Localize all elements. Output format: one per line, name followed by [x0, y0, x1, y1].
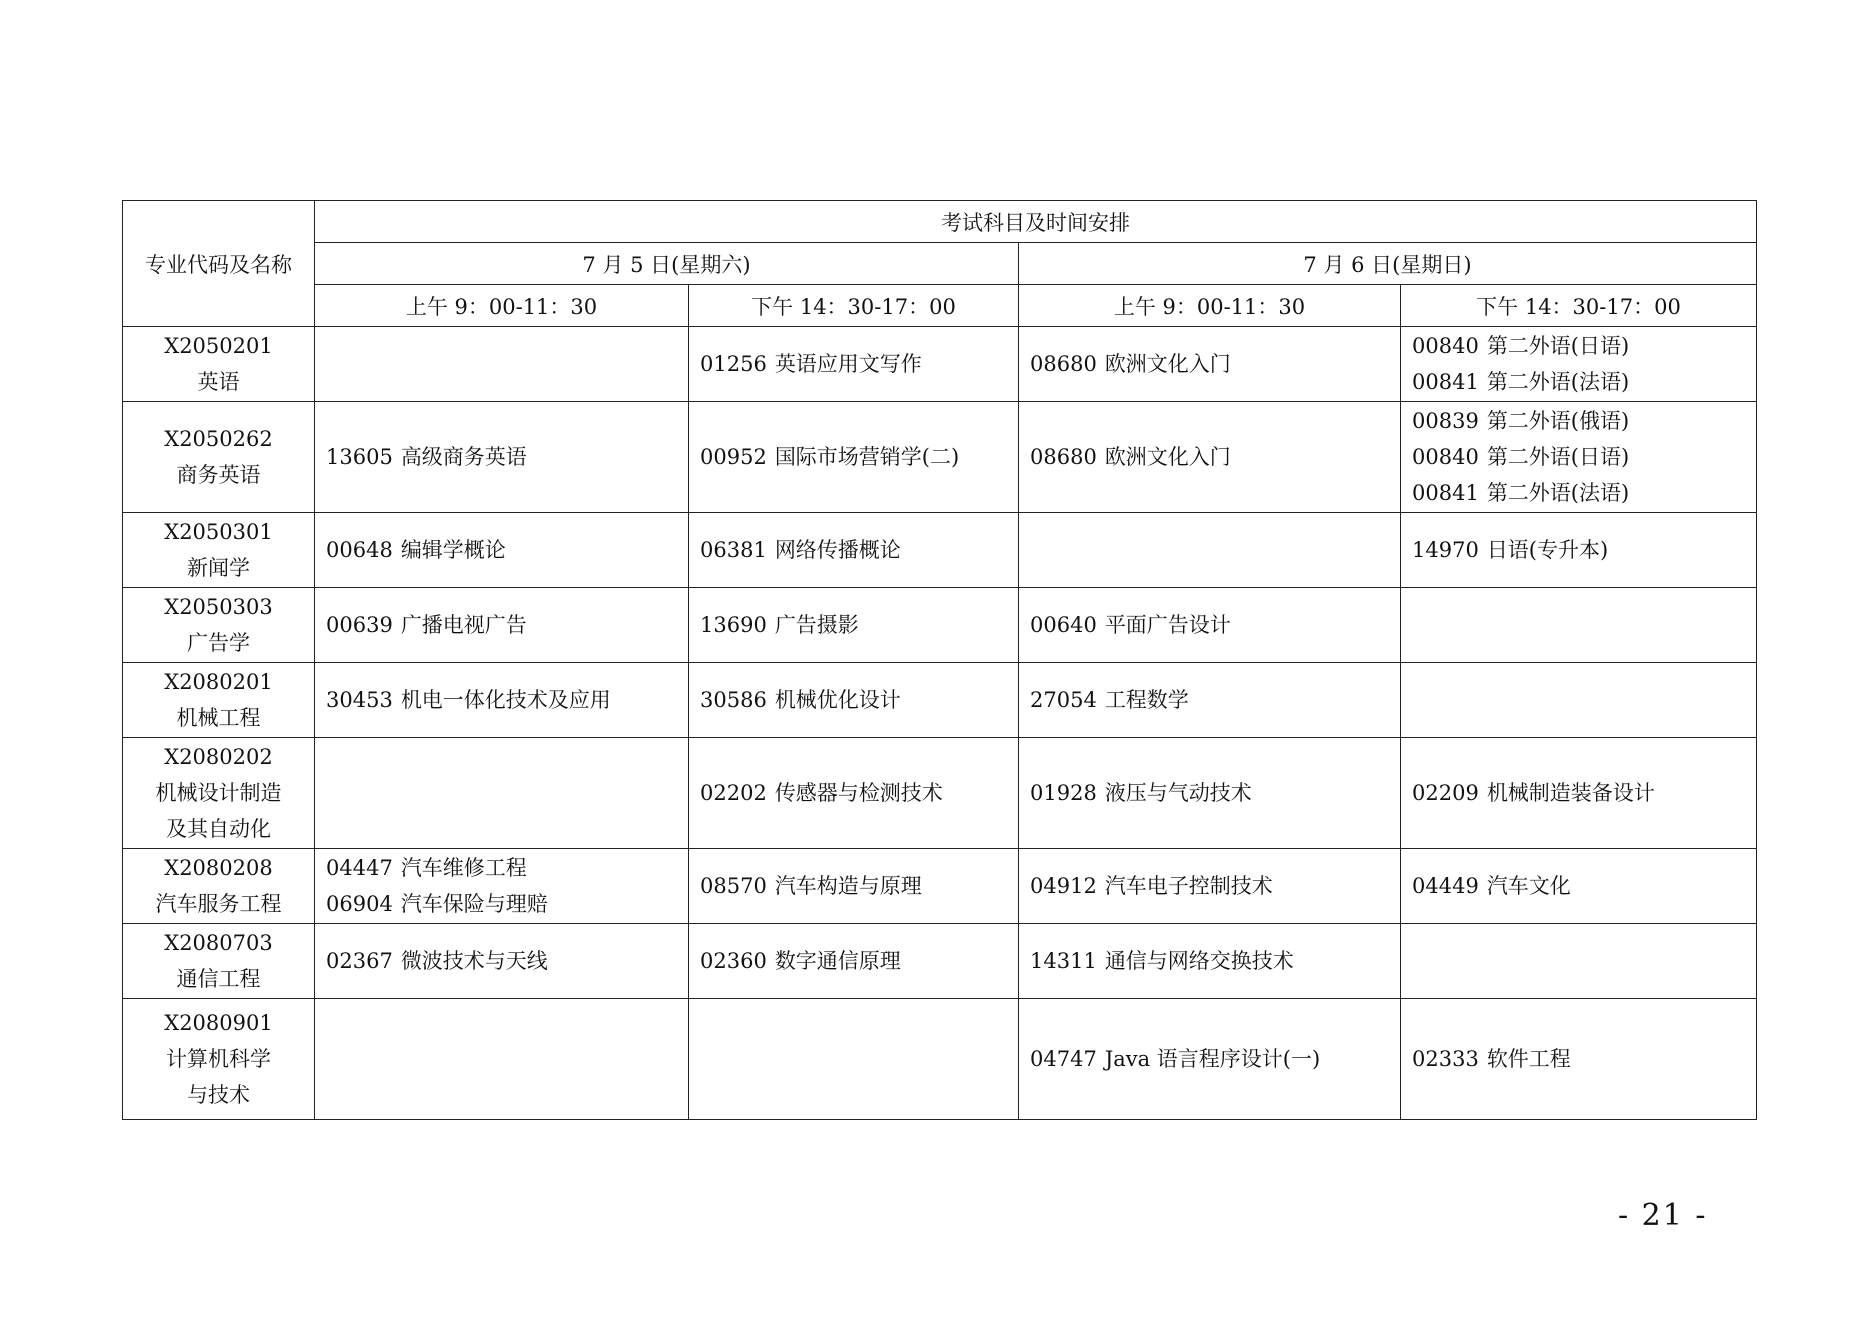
arrangement-header: 考试科目及时间安排 [315, 201, 1757, 243]
major-cell [123, 327, 315, 402]
course-cell [689, 663, 1019, 738]
course-cell [315, 849, 689, 924]
course-cell [689, 327, 1019, 402]
course-entry [700, 775, 1018, 811]
course-cell [1019, 402, 1401, 513]
table-row [123, 327, 1757, 402]
major-code: X2080208 [164, 856, 273, 880]
course-cell [689, 513, 1019, 588]
course-cell [1401, 513, 1757, 588]
table-row [123, 663, 1757, 738]
course-cell [1019, 327, 1401, 402]
course-code: 13690 [700, 613, 767, 637]
course-name: 广播电视广告 [400, 613, 527, 637]
course-entry [1412, 1041, 1756, 1077]
major-cell [123, 513, 315, 588]
course-code: 02333 [1412, 1047, 1479, 1071]
major-name: 通信工程 [176, 967, 261, 991]
course-cell [315, 327, 689, 402]
course-code: 14311 [1030, 949, 1097, 973]
course-name: 日语(专升本) [1486, 538, 1609, 562]
course-code: 30586 [700, 688, 767, 712]
course-entry [1030, 439, 1400, 475]
course-code: 04447 [326, 856, 393, 880]
time-slot-header: 上午 9：00-11：30 [315, 285, 689, 327]
course-code: 06381 [700, 538, 767, 562]
table-row [123, 402, 1757, 513]
course-code: 00639 [326, 613, 393, 637]
course-code: 04747 [1030, 1047, 1097, 1071]
course-name: 英语应用文写作 [774, 352, 922, 376]
course-cell [1401, 849, 1757, 924]
course-cell [689, 402, 1019, 513]
table-row [123, 849, 1757, 924]
course-entry [1030, 346, 1400, 382]
course-name: 第二外语(俄语) [1486, 409, 1630, 433]
course-code: 02202 [700, 781, 767, 805]
course-entry [1030, 682, 1400, 718]
time-slot-header: 下午 14：30-17：00 [689, 285, 1019, 327]
course-cell [1401, 999, 1757, 1120]
course-name: 欧洲文化入门 [1104, 445, 1231, 469]
course-entry [1030, 943, 1400, 979]
course-name: 平面广告设计 [1104, 613, 1231, 637]
major-name: 计算机科学 [166, 1047, 271, 1071]
course-name: 数字通信原理 [774, 949, 901, 973]
course-name: 汽车保险与理赔 [400, 892, 548, 916]
course-entry [1030, 1041, 1400, 1077]
course-code: 02360 [700, 949, 767, 973]
course-code: 00839 [1412, 409, 1479, 433]
table-row [123, 588, 1757, 663]
course-entry [700, 532, 1018, 568]
course-code: 00648 [326, 538, 393, 562]
course-entry [326, 886, 688, 922]
course-entry [326, 439, 688, 475]
major-cell [123, 849, 315, 924]
major-code: X2050201 [164, 334, 273, 358]
course-name: 汽车文化 [1486, 874, 1571, 898]
course-code: 06904 [326, 892, 393, 916]
course-code: 02367 [326, 949, 393, 973]
course-entry [1412, 328, 1756, 364]
course-cell [1401, 588, 1757, 663]
course-entry [700, 439, 1018, 475]
day-header: 7 月 5 日(星期六) [315, 243, 1019, 285]
course-code: 01928 [1030, 781, 1097, 805]
major-code: X2050301 [164, 520, 273, 544]
course-name: 广告摄影 [774, 613, 859, 637]
exam-schedule-table [122, 200, 1757, 1120]
major-name: 英语 [197, 370, 240, 394]
course-cell [315, 663, 689, 738]
course-entry [700, 682, 1018, 718]
course-entry [1412, 868, 1756, 904]
course-cell [1401, 402, 1757, 513]
course-code: 00840 [1412, 334, 1479, 358]
course-name: 汽车维修工程 [400, 856, 527, 880]
major-cell [123, 588, 315, 663]
course-cell [1019, 738, 1401, 849]
major-name: 商务英语 [176, 463, 261, 487]
course-entry [1412, 439, 1756, 475]
course-code: 04449 [1412, 874, 1479, 898]
course-cell [689, 999, 1019, 1120]
major-column-header: 专业代码及名称 [123, 201, 315, 327]
course-name: Java 语言程序设计(一) [1104, 1047, 1321, 1071]
table-row [123, 513, 1757, 588]
table-header [123, 201, 1757, 327]
course-entry [1412, 403, 1756, 439]
course-cell [1019, 924, 1401, 999]
course-entry [326, 607, 688, 643]
major-cell [123, 402, 315, 513]
header-row-1 [123, 201, 1757, 243]
course-cell [1401, 924, 1757, 999]
course-cell [1401, 663, 1757, 738]
course-code: 01256 [700, 352, 767, 376]
major-name: 广告学 [187, 631, 250, 655]
page-number: - 21 - [1618, 1198, 1708, 1233]
course-entry [1412, 775, 1756, 811]
course-entry [1412, 364, 1756, 400]
major-name: 新闻学 [187, 556, 250, 580]
course-cell [689, 588, 1019, 663]
course-name: 第二外语(日语) [1486, 334, 1630, 358]
major-code: X2080201 [164, 670, 273, 694]
course-cell [689, 849, 1019, 924]
course-name: 欧洲文化入门 [1104, 352, 1231, 376]
course-cell [1019, 849, 1401, 924]
course-name: 软件工程 [1486, 1047, 1571, 1071]
course-cell [689, 924, 1019, 999]
table-row [123, 999, 1757, 1120]
course-name: 液压与气动技术 [1104, 781, 1252, 805]
course-code: 02209 [1412, 781, 1479, 805]
course-entry [326, 682, 688, 718]
course-name: 机电一体化技术及应用 [400, 688, 611, 712]
course-name: 汽车电子控制技术 [1104, 874, 1273, 898]
course-name: 第二外语(法语) [1486, 481, 1630, 505]
table-row [123, 924, 1757, 999]
course-name: 通信与网络交换技术 [1104, 949, 1294, 973]
course-code: 08680 [1030, 445, 1097, 469]
course-entry [700, 943, 1018, 979]
course-cell [315, 402, 689, 513]
course-name: 编辑学概论 [400, 538, 506, 562]
major-cell [123, 999, 315, 1120]
course-cell [1401, 327, 1757, 402]
course-cell [1019, 513, 1401, 588]
major-name: 机械设计制造 [155, 781, 282, 805]
course-cell [315, 999, 689, 1120]
course-cell [315, 924, 689, 999]
course-code: 13605 [326, 445, 393, 469]
day-header: 7 月 6 日(星期日) [1019, 243, 1757, 285]
course-cell [315, 513, 689, 588]
course-cell [315, 588, 689, 663]
major-name: 机械工程 [176, 706, 261, 730]
course-code: 08680 [1030, 352, 1097, 376]
major-code: X2050262 [164, 427, 273, 451]
course-code: 00952 [700, 445, 767, 469]
course-cell [1019, 999, 1401, 1120]
course-entry [326, 943, 688, 979]
course-name: 第二外语(日语) [1486, 445, 1630, 469]
course-name: 第二外语(法语) [1486, 370, 1630, 394]
course-cell [315, 738, 689, 849]
major-name: 与技术 [187, 1083, 250, 1107]
course-code: 00841 [1412, 370, 1479, 394]
course-code: 30453 [326, 688, 393, 712]
course-name: 网络传播概论 [774, 538, 901, 562]
major-code: X2080202 [164, 745, 273, 769]
table-row [123, 738, 1757, 849]
course-cell [1019, 663, 1401, 738]
major-code: X2080703 [164, 931, 273, 955]
major-code: X2080901 [164, 1011, 273, 1035]
course-name: 汽车构造与原理 [774, 874, 922, 898]
course-entry [1412, 475, 1756, 511]
course-entry [700, 346, 1018, 382]
course-cell [689, 738, 1019, 849]
course-name: 传感器与检测技术 [774, 781, 943, 805]
major-name: 及其自动化 [166, 817, 271, 841]
course-cell [1401, 738, 1757, 849]
course-name: 机械优化设计 [774, 688, 901, 712]
course-code: 00840 [1412, 445, 1479, 469]
course-name: 机械制造装备设计 [1486, 781, 1655, 805]
major-cell [123, 924, 315, 999]
course-code: 14970 [1412, 538, 1479, 562]
course-cell [1019, 588, 1401, 663]
course-code: 04912 [1030, 874, 1097, 898]
course-entry [1030, 607, 1400, 643]
course-code: 00841 [1412, 481, 1479, 505]
major-name: 汽车服务工程 [155, 892, 282, 916]
time-slot-header: 上午 9：00-11：30 [1019, 285, 1401, 327]
major-cell [123, 738, 315, 849]
course-name: 微波技术与天线 [400, 949, 548, 973]
course-entry [1412, 532, 1756, 568]
course-entry [326, 532, 688, 568]
course-entry [326, 850, 688, 886]
header-row-slots [123, 285, 1757, 327]
course-code: 27054 [1030, 688, 1097, 712]
course-entry [1030, 775, 1400, 811]
course-code: 00640 [1030, 613, 1097, 637]
course-name: 工程数学 [1104, 688, 1189, 712]
time-slot-header: 下午 14：30-17：00 [1401, 285, 1757, 327]
table-body [123, 327, 1757, 1120]
course-entry [700, 868, 1018, 904]
course-name: 高级商务英语 [400, 445, 527, 469]
course-name: 国际市场营销学(二) [774, 445, 960, 469]
course-entry [700, 607, 1018, 643]
major-cell [123, 663, 315, 738]
major-code: X2050303 [164, 595, 273, 619]
course-code: 08570 [700, 874, 767, 898]
header-row-days [123, 243, 1757, 285]
course-entry [1030, 868, 1400, 904]
